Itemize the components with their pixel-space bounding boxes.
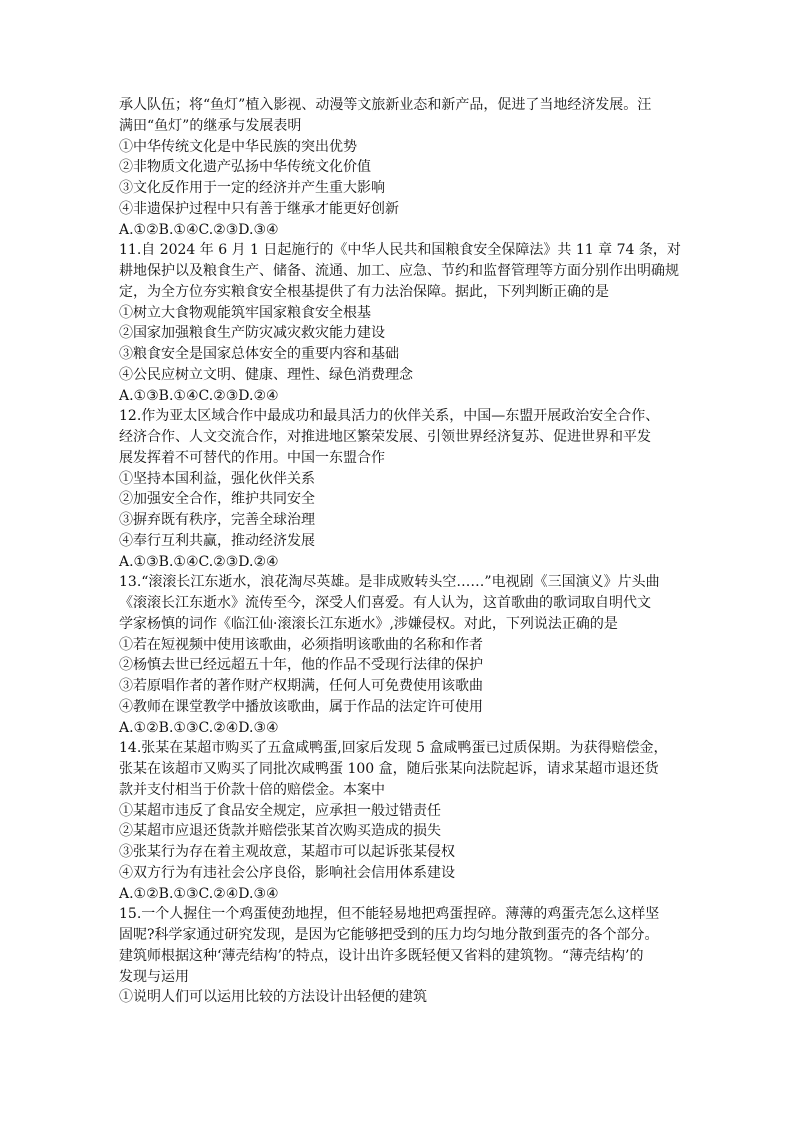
text-line: 张某在该超市又购买了同批次咸鸭蛋 100 盒，随后张某向法院起诉，请求某超市退还货	[119, 761, 659, 777]
option-line: ④公民应树立文明、健康、理性、绿色消费理念	[119, 366, 413, 383]
option-line: ③张某行为存在着主观故意，某超市可以起诉张某侵权	[119, 844, 455, 860]
question-13-stem: 13.“滚滚长江东逝水，浪花淘尽英雄。是非成败转头空……”电视剧《三国演义》片头曲	[119, 574, 660, 591]
answer-choices: A.①②B.①④C.②③D.③④	[119, 221, 279, 238]
option-line: ②非物质文化遗产弘扬中华传统文化价值	[119, 159, 371, 176]
option-line: ②加强安全合作，维护共同安全	[119, 491, 315, 508]
option-line: ④奉行互利共赢，推动经济发展	[119, 532, 315, 549]
text-line: 学家杨慎的词作《临江仙·滚滚长江东逝水》,涉嫌侵权。对此，下列说法正确的是	[119, 615, 618, 632]
option-line: ①树立大食物观能筑牢国家粮食安全根基	[119, 304, 371, 321]
answer-choices: A.①③B.①④C.②③D.②④	[119, 553, 279, 570]
text-line: 《滚滚长江东逝水》流传至今，深受人们喜爱。有人认为，这首歌曲的歌词取自明代文	[119, 595, 651, 611]
option-line: ①某超市违反了食品安全规定，应承担一般过错责任	[119, 802, 441, 819]
question-14-stem: 14.张某在某超市购买了五盒咸鸭蛋,回家后发现 5 盒咸鸭蛋已过质保期。为获得赔偿金，	[119, 740, 668, 757]
text-line: 发现与运用	[119, 968, 189, 985]
text-line: 满田“鱼灯”的继承与发展表明	[119, 117, 302, 134]
text-line: 固呢?科学家通过研究发现，是因为它能够把受到的压力均匀地分散到蛋壳的各个部分。	[119, 927, 659, 943]
answer-choices: A.①②B.①③C.②④D.③④	[119, 885, 279, 902]
option-line: ①中华传统文化是中华民族的突出优势	[119, 138, 357, 155]
option-line: ③粮食安全是国家总体安全的重要内容和基础	[119, 346, 399, 362]
text-line: 承人队伍；将“鱼灯”植入影视、动漫等文旅新业态和新产品，促进了当地经济发展。汪	[119, 97, 652, 113]
text-line: 经济合作、人文交流合作，对推进地区繁荣发展、引领世界经济复苏、促进世界和平发	[119, 429, 651, 445]
question-15-stem: 15.一个人握住一个鸡蛋使劲地捏，但不能轻易地把鸡蛋捏碎。薄薄的鸡蛋壳怎么这样坚	[119, 906, 660, 923]
text-line: 定，为全方位夯实粮食安全根基提供了有力法治保障。据此，下列判断正确的是	[119, 283, 609, 300]
option-line: ②杨慎去世已经远超五十年，他的作品不受现行法律的保护	[119, 657, 483, 674]
text-line: 展发挥着不可替代的作用。中国一东盟合作	[119, 449, 385, 466]
option-line: ③若原唱作者的著作财产权期满，任何人可免费使用该歌曲	[119, 678, 483, 694]
option-line: ①若在短视频中使用该歌曲，必须指明该歌曲的名称和作者	[119, 636, 483, 653]
document-page	[119, 95, 685, 1008]
text-line: 耕地保护以及粮食生产、储备、流通、加工、应急、节约和监督管理等方面分别作出明确规	[119, 263, 679, 279]
option-line: ①说明人们可以运用比较的方法设计出轻便的建筑	[119, 989, 427, 1006]
option-line: ③文化反作用于一定的经济并产生重大影响	[119, 180, 385, 196]
option-line: ④非遗保护过程中只有善于继承才能更好创新	[119, 200, 399, 217]
option-line: ②某超市应退还货款并赔偿张某首次购买造成的损失	[119, 823, 441, 840]
text-line: 款并支付相当于价款十倍的赔偿金。本案中	[119, 781, 385, 798]
text-line: 建筑师根据这种‘薄壳结构’的特点，设计出许多既轻便又省料的建筑物。“薄壳结构’的	[119, 947, 644, 964]
option-line: ②国家加强粮食生产防灾减灾救灾能力建设	[119, 325, 385, 342]
answer-choices: A.①②B.①③C.②④D.③④	[119, 719, 279, 736]
option-line: ①坚持本国利益，强化伙伴关系	[119, 470, 315, 487]
question-12-stem: 12.作为亚太区域合作中最成功和最具活力的伙伴关系，中国—东盟开展政治安全合作、	[119, 408, 660, 425]
option-line: ③摒弃既有秩序，完善全球治理	[119, 512, 315, 528]
option-line: ④教师在课堂教学中播放该歌曲，属于作品的法定许可使用	[119, 698, 483, 715]
answer-choices: A.①③B.①④C.②③D.②④	[119, 387, 279, 404]
question-11-stem: 11.自 2024 年 6 月 1 日起施行的《中华人民共和国粮食安全保障法》共 11 章 74 条，对	[119, 242, 681, 259]
option-line: ④双方行为有违社会公序良俗，影响社会信用体系建设	[119, 864, 455, 881]
